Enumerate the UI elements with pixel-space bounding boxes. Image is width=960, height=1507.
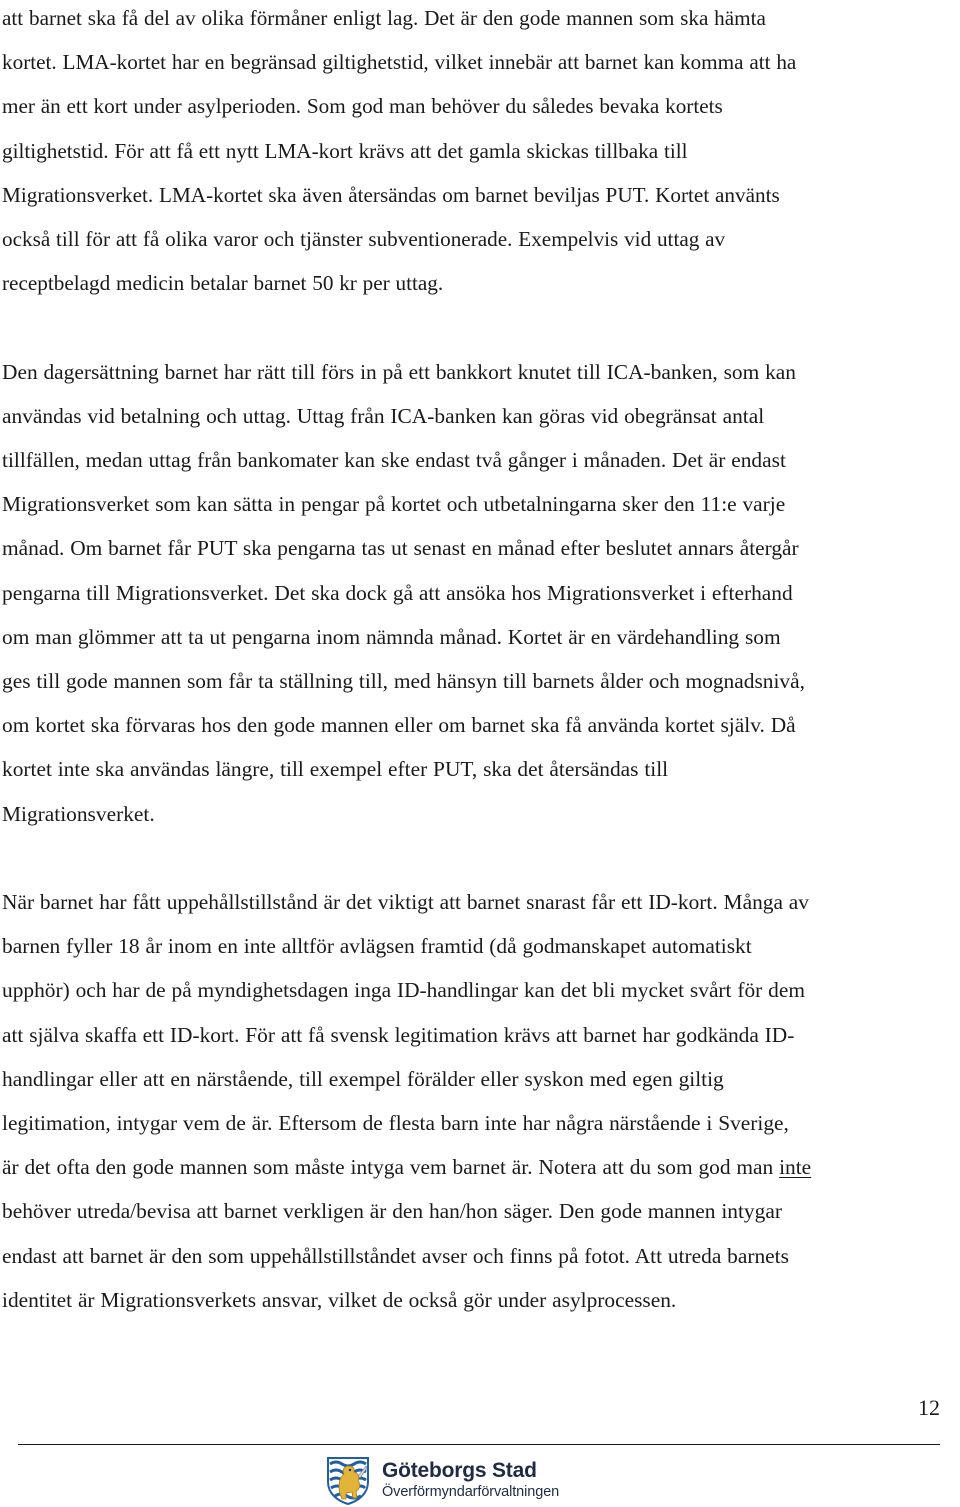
document-page [2,0,960,1322]
text-line: När barnet har fått uppehållstillstånd är det viktigt att barnet snarast får ett ID-kort. Många av [2,890,809,915]
logo-subtitle: Överförmyndarförvaltningen [382,1483,560,1500]
text-line: Migrationsverket. [2,801,155,826]
text-line: användas vid betalning och uttag. Uttag från ICA-banken kan göras vid obegränsat antal [2,403,765,428]
text-line: upphör) och har de på myndighetsdagen inga ID-handlingar kan det bli mycket svårt för dem [2,978,805,1003]
text-line: legitimation, intygar vem de är. Eftersom de flesta barn inte har några närstående i Sverige, [2,1111,789,1136]
paragraph-lma-card [2,0,960,305]
text-line: receptbelagd medicin betalar barnet 50 kr per uttag. [2,271,444,296]
goteborgs-stad-logo [322,1452,622,1507]
text-line: att själva skaffa ett ID-kort. För att få svensk legitimation krävs att barnet har godkända ID- [2,1022,795,1047]
text-line: månad. Om barnet får PUT ska pengarna tas ut senast en månad efter beslutet annars återgår [2,536,799,561]
text-line: om man glömmer att ta ut pengarna inom nämnda månad. Kortet är en värdehandling som [2,624,781,649]
text-line: handlingar eller att en närstående, till exempel förälder eller syskon med egen giltig [2,1066,724,1091]
page-number: 12 [918,1395,940,1420]
paragraph-daily-allowance [2,350,960,836]
goteborg-coat-of-arms-icon [322,1454,374,1506]
underlined-emphasis: inte [779,1155,812,1180]
text-line: att barnet ska få del av olika förmåner enligt lag. Det är den gode mannen som ska hämta [2,6,766,30]
text-line: identitet är Migrationsverkets ansvar, vilket de också gör under asylprocessen. [2,1287,677,1312]
text-line: om kortet ska förvaras hos den gode mannen eller om barnet ska få använda kortet själv. Då [2,713,796,738]
logo-title: Göteborgs Stad [382,1458,537,1482]
text-line: är det ofta den gode mannen som måste intyga vem barnet är. Notera att du som god man [2,1155,780,1180]
paragraph-id-card [2,880,960,1322]
text-line: behöver utreda/bevisa att barnet verkligen är den han/hon säger. Den gode mannen intygar [2,1199,782,1224]
text-line: pengarna till Migrationsverket. Det ska dock gå att ansöka hos Migrationsverket i efterhand [2,580,793,605]
text-line: endast att barnet är den som uppehållstillståndet avser och finns på fotot. Att utreda barnets [2,1243,789,1268]
footer-divider [18,1444,940,1445]
text-line: mer än ett kort under asylperioden. Som god man behöver du således bevaka kortets [2,94,723,119]
logo-text [382,1459,559,1501]
text-line: tillfällen, medan uttag från bankomater kan ske endast två gånger i månaden. Det är endast [2,448,786,473]
text-line: också till för att få olika varor och tjänster subventionerade. Exempelvis vid uttag av [2,227,726,252]
text-line: kortet inte ska användas längre, till exempel efter PUT, ska det återsändas till [2,757,669,782]
text-line: Migrationsverket som kan sätta in pengar på kortet och utbetalningarna sker den 11:e varje [2,492,786,517]
text-line: ges till gode mannen som får ta ställning till, med hänsyn till barnets ålder och mognadsnivå, [2,669,805,694]
text-line: kortet. LMA-kortet har en begränsad giltighetstid, vilket innebär att barnet kan komma att ha [2,50,797,75]
text-line: Migrationsverket. LMA-kortet ska även återsändas om barnet beviljas PUT. Kortet använts [2,182,780,207]
text-line: barnen fyller 18 år inom en inte alltför avlägsen framtid (då godmanskapet automatiskt [2,934,752,959]
text-line: Den dagersättning barnet har rätt till förs in på ett bankkort knutet till ICA-banken, som kan [2,359,796,384]
text-line: giltighetstid. För att få ett nytt LMA-kort krävs att det gamla skickas tillbaka till [2,138,688,163]
